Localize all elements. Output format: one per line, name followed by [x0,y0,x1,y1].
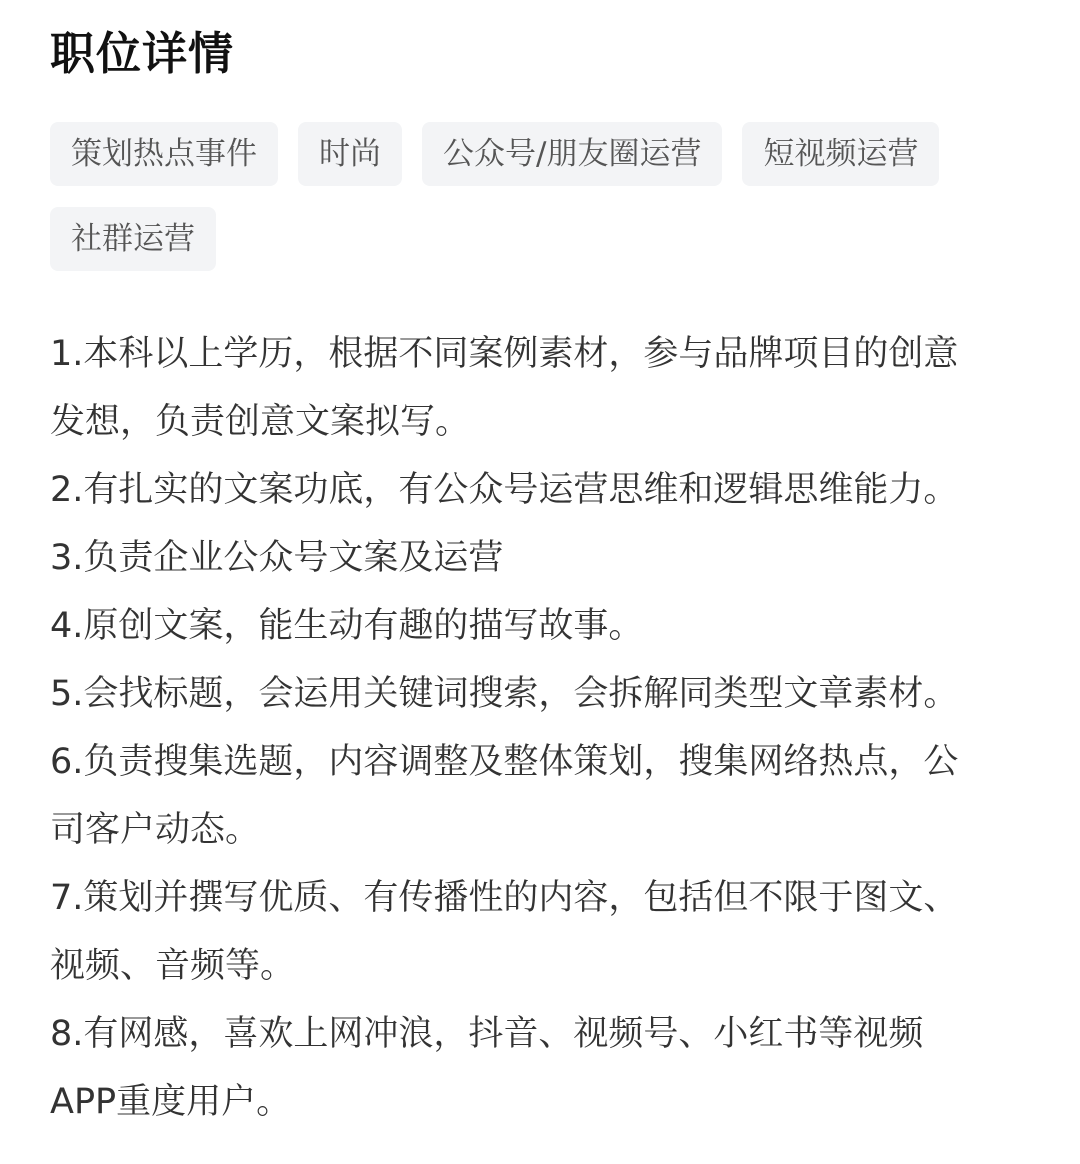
tag-official-account-ops[interactable]: 公众号/朋友圈运营 [422,122,722,186]
page-title: 职位详情 [50,27,235,80]
description-line: 4.原创文案，能生动有趣的描写故事。 [50,606,644,646]
tag-list [50,122,1010,292]
tag-short-video-ops[interactable]: 短视频运营 [742,122,939,186]
tag-planning-hot-events[interactable]: 策划热点事件 [50,122,278,186]
description-line: 6.负责搜集选题，内容调整及整体策划，搜集网络热点，公 [50,742,959,782]
description-line: 1.本科以上学历，根据不同案例素材，参与品牌项目的创意 [50,334,959,374]
description-line: 7.策划并撰写优质、有传播性的内容，包括但不限于图文、 [50,878,959,918]
description-line: 司客户动态。 [50,810,261,850]
tag-fashion[interactable]: 时尚 [298,122,402,186]
job-description [50,320,1030,1136]
description-line: 视频、音频等。 [50,946,296,986]
description-line: 5.会找标题，会运用关键词搜索，会拆解同类型文章素材。 [50,674,959,714]
description-line: 8.有网感，喜欢上网冲浪，抖音、视频号、小红书等视频 [50,1014,924,1054]
description-line: APP重度用户。 [50,1082,292,1122]
description-line: 3.负责企业公众号文案及运营 [50,538,504,578]
tag-community-ops[interactable]: 社群运营 [50,207,216,271]
description-line: 发想，负责创意文案拟写。 [50,402,471,442]
description-line: 2.有扎实的文案功底，有公众号运营思维和逻辑思维能力。 [50,470,959,510]
